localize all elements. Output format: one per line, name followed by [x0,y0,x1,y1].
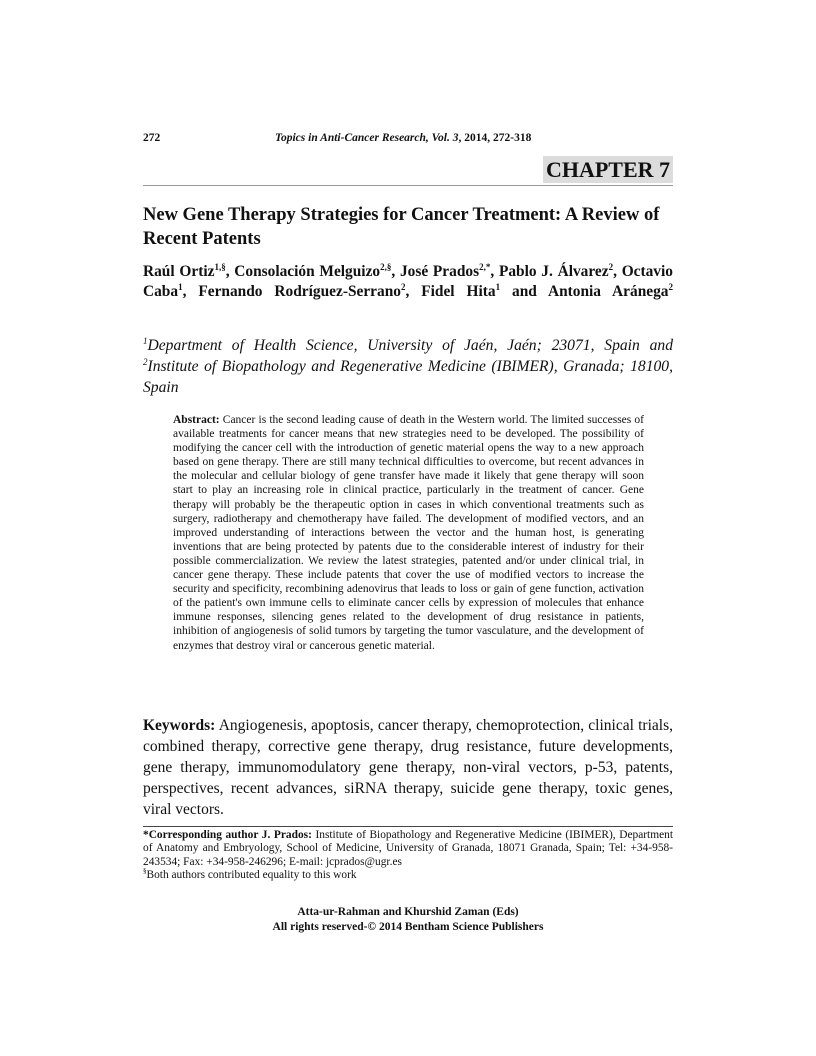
rights-line: All rights reserved-© 2014 Bentham Science Publishers [272,921,544,933]
chapter-heading [543,156,673,183]
author-name: Octavio Caba [143,263,673,300]
equal-contribution-mark: § [143,867,147,876]
author-affiliation-mark: 1,§ [214,261,226,272]
author-affiliation-mark: 2,§ [380,261,392,272]
journal-details: , 2014, 272-318 [458,132,532,144]
keywords [143,715,673,820]
affiliation-mark: 1 [143,335,148,346]
abstract [173,413,644,653]
corresponding-author-text: Institute of Biopathology and Regenerative Medicine (IBIMER), Department of Anatomy and Embryology, School of Medicine, University of Granada, 18071 Granada, Spain; Tel: +34-958-243534; Fax: +34-958-246296; E-mail: jcprados@ugr.es [143,829,673,868]
chapter-divider [143,185,673,186]
footnote-divider [143,826,673,827]
author-name: Consolación Melguizo [234,263,381,280]
footnotes [143,829,673,883]
author-name: Fernando Rodríguez-Serrano [198,283,401,300]
author-name: Antonia Aránega [547,283,669,300]
abstract-label: Abstract: [173,414,220,426]
author-affiliation-mark: 2,* [479,261,491,272]
abstract-text: Cancer is the second leading cause of death in the Western world. The limited successes of available treatments for cancer means that new strategies need to be developed. The possibility of modifying the cancer cell with the introduction of genetic material opens the way to a new approach based on gene therapy. There are still many technical difficulties to overcome, but recent advances in the molecular and cellular biology of gene transfer have made it likely that gene therapy will soon start to play an increasing role in clinical practice, particularly in the treatment of cancer. Gene therapy will probably be the therapeutic option in cases in which conventional treatments such as surgery, radiotherapy and chemotherapy have failed. The development of modified vectors, and an improved understanding of interactions between the vector and the human host, is generating inventions that are being protected by patents due to the considerable interest of industry for their possible commercialization. We review the latest strategies, patented and/or under clinical trial, in cancer gene therapy. These include patents that cover the use of modified vectors to increase the security and specificity, recombining adenovirus that leads to loss or gain of gene function, activation of the patient's own immune cells to eliminate cancer cells by expression of molecules that enhance immune responses, silencing genes related to the development of drug resistance in patients, inhibition of angiogenesis of solid tumors by targeting the tumor vasculature, and the development of enzymes that destroy viral or cancerous genetic material. [173,414,644,652]
chapter-label: CHAPTER 7 [543,156,673,183]
running-head [275,132,531,144]
author-name: José Prados [399,263,480,280]
author-name: Fidel Hita [421,283,496,300]
corresponding-author-note [143,829,673,869]
affiliation-text: Institute of Biopathology and Regenerative Medicine (IBIMER), Granada; 18100, Spain [143,358,673,396]
editors-line: Atta-ur-Rahman and Khurshid Zaman (Eds) [297,906,519,918]
article-title: New Gene Therapy Strategies for Cancer Treatment: A Review of Recent Patents [143,205,660,249]
author-affiliation-mark: 2 [668,281,673,292]
author-name: Raúl Ortiz [143,263,215,280]
keywords-text: Angiogenesis, apoptosis, cancer therapy, chemoprotection, clinical trials, combined therapy, corrective gene therapy, drug resistance, future developments, gene therapy, immunomodulatory gene therapy, non-viral vectors, p-53, patents, perspectives, recent advances, siRNA therapy, suicide gene therapy, toxic genes, viral vectors. [143,717,673,818]
author-affiliation-mark: 1 [178,281,183,292]
keywords-label: Keywords: [143,717,216,734]
author-list: Raúl Ortiz$^{1,\S}$, Consolación Melguizo$^{2,\S}$, José Prados$^{2,*}$, Pablo J. Álvarez$^2$, Octavio Caba$^1$, Fernando Rodríguez-Serrano$^2$, Fidel Hita$^1$ and Antonia Aránega$^2$ [143,261,673,300]
affiliation-mark: 2 [143,356,148,367]
equal-contribution-text: Both authors contributed equality to this work [146,869,357,882]
page-number: 272 [143,132,161,144]
corresponding-author-label: *Corresponding author J. Prados: [143,829,312,841]
publisher-block [143,905,673,935]
journal-title: Topics in Anti-Cancer Research, Vol. 3 [275,132,459,144]
author-affiliation-mark: 1 [495,281,501,292]
author-join-word: and [512,283,537,300]
author-name: Pablo J. Álvarez [498,263,609,280]
author-affiliation-mark: 2 [608,261,614,272]
author-affiliation-mark: 2 [400,281,406,292]
affiliations [143,335,673,398]
affiliation-text: Department of Health Science, University of Jaén, Jaén; 23071, Spain and [147,337,673,354]
equal-contribution-note [143,869,673,882]
